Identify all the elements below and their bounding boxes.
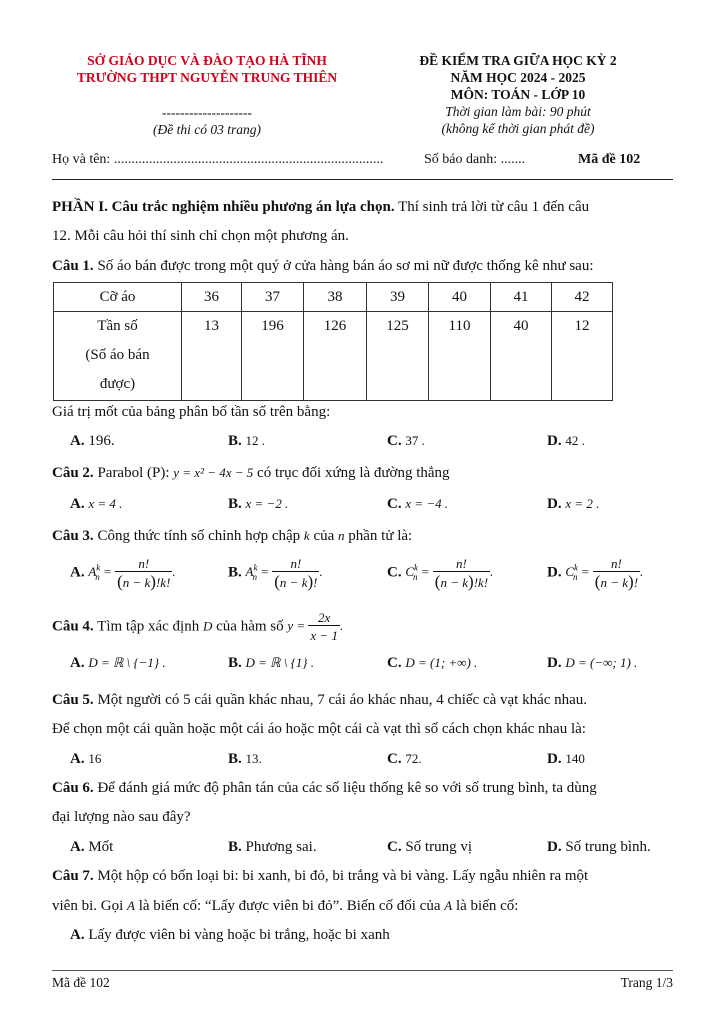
q6-option-d	[547, 839, 651, 856]
option-text: D = (−∞; 1) .	[565, 655, 638, 670]
option-text: D = ℝ \ {−1} .	[88, 655, 166, 670]
header-right	[368, 52, 668, 137]
option-text: 16	[88, 751, 102, 766]
q3-option-c	[387, 556, 493, 591]
option-letter: D.	[547, 655, 562, 671]
exam-title: ĐỀ KIỂM TRA GIỮA HỌC KỲ 2	[419, 53, 617, 68]
q5-option-d	[547, 751, 585, 768]
school-year: NĂM HỌC 2024 - 2025	[450, 70, 586, 85]
question-6	[52, 774, 597, 803]
option-letter: C.	[387, 839, 402, 855]
question-3-label: Câu 3.	[52, 528, 94, 544]
option-letter: D.	[547, 564, 562, 581]
q3-option-a	[70, 556, 176, 591]
option-letter: D.	[547, 839, 562, 855]
question-2	[52, 458, 450, 488]
option-letter: A.	[70, 839, 85, 855]
option-text: 140	[565, 751, 585, 766]
function-formula: y = $\frac{2x}{x - 1}$ .	[287, 610, 344, 643]
q5-option-a	[70, 751, 101, 768]
question-2-text2: có trục đối xứng là đường thẳng	[253, 465, 450, 481]
option-letter: B.	[228, 655, 242, 671]
q4-option-c	[387, 655, 477, 672]
question-7-text2c: là biến cố:	[452, 898, 519, 914]
option-letter: C.	[387, 496, 402, 512]
option-text: Số trung bình.	[565, 839, 651, 855]
footer-divider	[52, 970, 673, 971]
footer-page-number: Trang 1/3	[620, 975, 673, 990]
option-text: 196.	[88, 433, 115, 449]
option-letter: C.	[387, 433, 402, 449]
parabola-formula: y = x² − 4x − 5	[173, 465, 254, 480]
option-letter: B.	[228, 433, 242, 449]
frequency-table	[53, 282, 613, 401]
part1-title: PHẦN I. Câu trắc nghiệm nhiều phương án lựa chọn.	[52, 199, 395, 215]
formula-b: $A^k_n$ = $\frac{n!}{(n - k)!}$ .	[245, 556, 323, 591]
q1-option-d	[547, 433, 585, 450]
table-row	[54, 283, 613, 312]
formula-d: $C^k_n$ = $\frac{n!}{(n - k)!}$ .	[565, 556, 644, 591]
department-name: SỞ GIÁO DỤC VÀ ĐÀO TẠO HÀ TĨNH	[87, 53, 327, 68]
question-5-label: Câu 5.	[52, 692, 94, 708]
q2-option-a	[70, 496, 122, 513]
option-text: Phương sai.	[245, 839, 317, 855]
var-A: A	[127, 898, 135, 913]
question-2-text: Parabol (P):	[93, 465, 174, 481]
table-cell: 12	[552, 312, 613, 401]
q2-option-b	[228, 496, 288, 513]
option-letter: B.	[228, 564, 242, 581]
question-4-text: Tìm tập xác định	[93, 618, 203, 635]
question-7-text: Một hộp có bốn loại bi: bi xanh, bi đỏ, bi trắng và bi vàng. Lấy ngẫu nhiên ra một	[93, 868, 589, 884]
question-1-prompt: Giá trị mốt của bảng phân bố tần số trên bằng:	[52, 404, 331, 420]
q3-option-d	[547, 556, 643, 591]
option-text: x = −2 .	[245, 496, 289, 511]
table-cell: 125	[367, 312, 429, 401]
var-n: n	[338, 528, 345, 543]
table-cell: 126	[304, 312, 367, 401]
q4-option-d	[547, 655, 637, 672]
freq-header-line2: (Số áo bán	[85, 347, 150, 363]
option-text: Mốt	[88, 839, 114, 855]
footer-exam-code: Mã đề 102	[52, 975, 110, 990]
table-cell: 41	[491, 283, 552, 312]
option-letter: D.	[547, 751, 562, 767]
option-letter: D.	[547, 433, 562, 449]
option-letter: C.	[387, 564, 402, 581]
table-header-size-text: Cỡ áo	[99, 289, 136, 305]
question-6-text: Để đánh giá mức độ phân tán của các số liệu thống kê so với số trung bình, ta dùng	[93, 780, 597, 796]
formula-c: $C^k_n$ = $\frac{n!}{(n - k)!k!}$ .	[405, 556, 494, 591]
option-text: Lấy được viên bi vàng hoặc bi trắng, hoặc bi xanh	[88, 927, 390, 943]
question-1	[52, 252, 594, 281]
q6-option-b	[228, 839, 317, 856]
option-letter: A.	[70, 927, 85, 943]
q1-option-b	[228, 433, 265, 450]
table-cell: 196	[242, 312, 304, 401]
school-name: TRƯỜNG THPT NGUYỄN TRUNG THIÊN	[76, 70, 338, 85]
q1-option-c	[387, 433, 425, 450]
q5-option-b	[228, 751, 262, 768]
option-letter: C.	[387, 655, 402, 671]
option-letter: A.	[70, 496, 85, 512]
table-cell: 39	[367, 283, 429, 312]
option-letter: C.	[387, 751, 402, 767]
var-k: k	[303, 528, 310, 543]
question-7-line2	[52, 891, 518, 921]
question-2-label: Câu 2.	[52, 465, 94, 481]
table-cell: 42	[552, 283, 613, 312]
question-5-line2: Để chọn một cái quần hoặc một cái áo hoặc một cái cà vạt thì số cách chọn khác nhau là:	[52, 721, 586, 737]
candidate-id-line: Số báo danh: .......	[424, 152, 526, 167]
q3-option-b	[228, 556, 323, 591]
option-text: 42 .	[565, 433, 585, 448]
exam-code: Mã đề 102	[578, 152, 641, 167]
question-4	[52, 610, 343, 644]
q4-option-b	[228, 655, 314, 672]
time-limit: Thời gian làm bài: 90 phút	[445, 104, 591, 119]
time-note: (không kể thời gian phát đề)	[441, 121, 595, 136]
question-1-label: Câu 1.	[52, 258, 94, 274]
option-letter: A.	[70, 655, 85, 671]
option-text: x = 2 .	[565, 496, 600, 511]
part1-intro-text: Thí sinh trả lời từ câu 1 đến câu	[394, 199, 590, 215]
table-cell: 110	[429, 312, 491, 401]
formula-a: $A^k_n$ = $\frac{n!}{(n - k)!k!}$ .	[88, 556, 176, 591]
option-letter: B.	[228, 496, 242, 512]
option-text: Số trung vị	[405, 839, 473, 855]
q5-option-c	[387, 751, 422, 768]
table-cell: 36	[182, 283, 242, 312]
q7-option-a	[70, 927, 390, 944]
q2-option-d	[547, 496, 599, 513]
option-letter: D.	[547, 496, 562, 512]
table-cell: 13	[182, 312, 242, 401]
page-count-note: (Đề thi có 03 trang)	[153, 122, 261, 137]
question-3-text3: phần tử là:	[344, 528, 413, 544]
freq-header-line3: được)	[99, 376, 136, 392]
question-5	[52, 686, 587, 715]
question-7-text2b: là biến cố: “Lấy được viên bi đỏ”. Biến cố đối của	[134, 898, 445, 914]
option-text: x = −4 .	[405, 496, 449, 511]
question-7-label: Câu 7.	[52, 868, 94, 884]
question-6-line2: đại lượng nào sau đây?	[52, 809, 191, 825]
var-A-2: A	[444, 898, 453, 913]
header-dashes: --------------------	[162, 105, 252, 120]
question-1-text: Số áo bán được trong một quý ở cửa hàng bán áo sơ mi nữ được thống kê như sau:	[93, 258, 594, 274]
option-letter: A.	[70, 564, 85, 581]
option-text: D = (1; +∞) .	[405, 655, 478, 670]
option-text: x = 4 .	[88, 496, 123, 511]
option-letter: B.	[228, 751, 242, 767]
question-6-label: Câu 6.	[52, 780, 94, 796]
question-4-text2: của hàm số	[212, 618, 288, 635]
option-letter: A.	[70, 433, 85, 449]
question-5-text: Một người có 5 cái quần khác nhau, 7 cái áo khác nhau, 4 chiếc cà vạt khác nhau.	[93, 692, 588, 708]
q6-option-a	[70, 839, 113, 856]
header-left	[52, 52, 362, 138]
option-text: 13.	[245, 751, 262, 766]
option-text: 12 .	[245, 433, 266, 448]
table-cell: 40	[491, 312, 552, 401]
option-letter: B.	[228, 839, 242, 855]
q6-option-c	[387, 839, 472, 856]
table-cell: 37	[242, 283, 304, 312]
option-text: 37 .	[405, 433, 425, 448]
table-header-size	[54, 283, 182, 312]
candidate-name-line: Họ và tên: .............................................................................	[52, 152, 384, 167]
question-3	[52, 521, 412, 551]
question-7	[52, 862, 588, 891]
table-header-frequency	[54, 312, 182, 401]
table-row	[54, 312, 613, 401]
var-D: D	[202, 618, 213, 634]
option-text: D = ℝ \ {1} .	[245, 655, 314, 670]
table-cell: 38	[304, 283, 367, 312]
part1-intro-line2: 12. Mỗi câu hỏi thí sinh chỉ chọn một phương án.	[52, 228, 349, 244]
option-letter: A.	[70, 751, 85, 767]
question-3-text2: của	[309, 528, 339, 544]
option-text: 72.	[405, 751, 422, 766]
question-3-text: Công thức tính số chỉnh hợp chập	[93, 528, 304, 544]
q2-option-c	[387, 496, 448, 513]
subject-line: MÔN: TOÁN - LỚP 10	[450, 87, 586, 102]
header-divider	[52, 179, 673, 180]
table-cell: 40	[429, 283, 491, 312]
question-7-text2a: viên bi. Gọi	[52, 898, 127, 914]
freq-header-line1: Tần số	[97, 318, 138, 334]
part1-intro	[52, 193, 677, 222]
q1-option-a	[70, 433, 115, 450]
question-4-label: Câu 4.	[52, 618, 94, 635]
q4-option-a	[70, 655, 166, 672]
